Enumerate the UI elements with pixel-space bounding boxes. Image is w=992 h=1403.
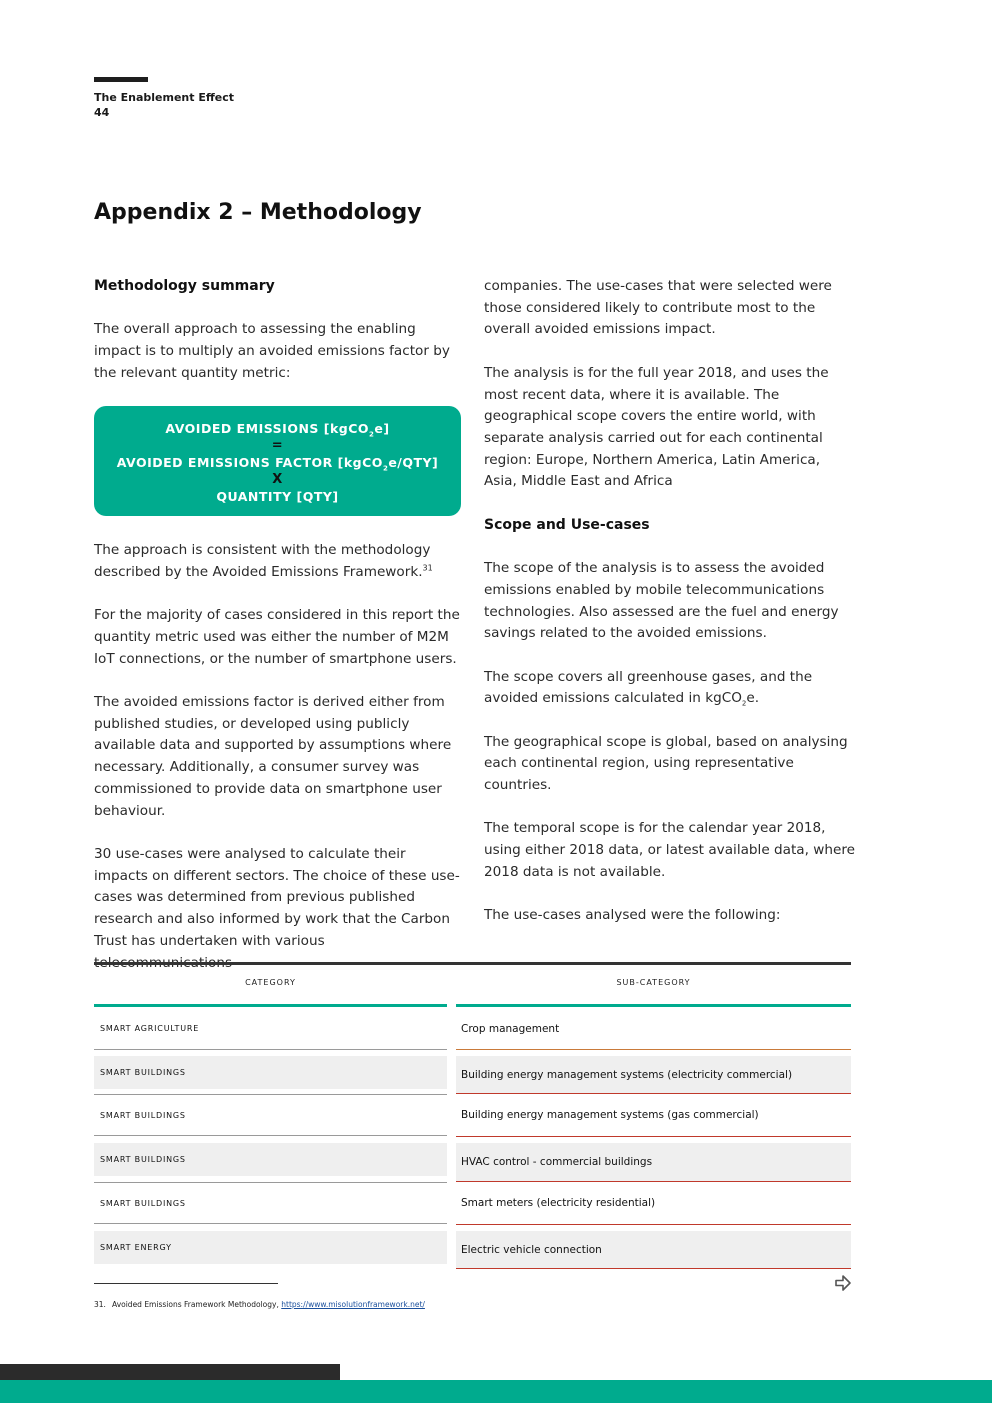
- table-row-category: SMART BUILDINGS: [94, 1056, 447, 1089]
- footnote-rule: [94, 1283, 278, 1284]
- page-title: Appendix 2 – Methodology: [94, 200, 422, 225]
- footer-accent-bar: [0, 1380, 992, 1403]
- page-number: 44: [94, 106, 110, 119]
- framework-paragraph: The approach is consistent with the methodology described by the Avoided Emissions Framework.$^{31}$: [94, 542, 433, 580]
- emissions-factor-paragraph: The avoided emissions factor is derived either from published studies, or developed using publicly available data and supported by assumptions where necessary. Additionally, a consumer survey was commissioned to provide data on smartphone user behaviour.: [94, 694, 452, 819]
- table-row-sub-category: Crop management: [456, 1008, 851, 1050]
- table-row-category: SMART AGRICULTURE: [94, 1008, 447, 1050]
- formula-line-1: AVOIDED EMISSIONS [kgCO$_2$e]: [165, 421, 390, 439]
- table-header-sub-category: SUB-CATEGORY: [616, 978, 691, 987]
- table-row-sub-category: Electric vehicle connection: [456, 1231, 851, 1269]
- table-row-sub-category: Building energy management systems (gas commercial): [456, 1094, 851, 1137]
- footnote-text: Avoided Emissions Framework Methodology,: [112, 1300, 279, 1309]
- use-cases-intro: The use-cases analysed were the following:: [484, 907, 781, 924]
- footnote-ref[interactable]: 31: [422, 563, 433, 573]
- footnote: [94, 1300, 425, 1309]
- table-row-sub-category: Building energy management systems (electricity commercial): [456, 1056, 851, 1094]
- scope-heading: Scope and Use-cases: [484, 516, 650, 533]
- use-cases-paragraph: 30 use-cases were analysed to calculate their impacts on different sectors. The choice of these use-cases was determined from previous published research and also informed by work that the Carbon Trust has undertaken with various: [94, 845, 460, 949]
- table-row-category: SMART BUILDINGS: [94, 1094, 447, 1136]
- table-row-sub-category: HVAC control - commercial buildings: [456, 1143, 851, 1182]
- header-rule: [94, 77, 148, 82]
- table-row-category: SMART BUILDINGS: [94, 1182, 447, 1224]
- intro-paragraph: The overall approach to assessing the enabling impact is to multiply an avoided emissions factor by the relevant quantity metric:: [94, 321, 450, 381]
- ghg-paragraph: The scope covers all greenhouse gases, and the avoided emissions calculated in kgCO$_2$e.: [484, 668, 813, 709]
- table-top-rule: [94, 962, 851, 965]
- methodology-summary-heading: Methodology summary: [94, 278, 275, 294]
- right-column: [484, 276, 856, 949]
- table-header-category: CATEGORY: [245, 978, 296, 987]
- formula-equals: =: [271, 438, 284, 454]
- companies-paragraph: companies. The use-cases that were selected were those considered likely to contribute most to the overall avoided emissions impact.: [484, 278, 832, 338]
- table-header-rule-right: [456, 1004, 851, 1007]
- formula-box: [94, 406, 461, 516]
- scope-paragraph: The scope of the analysis is to assess the avoided emissions enabled by mobile telecommunications technologies. Also assessed are the fuel and energy savings related to the avoided emissions.: [484, 560, 839, 642]
- arrow-right-icon[interactable]: [834, 1273, 852, 1293]
- quantity-metric-paragraph: For the majority of cases considered in this report the quantity metric used was either the number of M2M IoT connections, or the number of smartphone users.: [94, 607, 460, 667]
- temporal-paragraph: The temporal scope is for the calendar year 2018, using either 2018 data, or latest available data, where 2018 data is not available.: [484, 820, 856, 880]
- footnote-number: 31.: [94, 1300, 106, 1309]
- footnote-link[interactable]: https://www.misolutionframework.net/: [281, 1300, 425, 1309]
- analysis-year-paragraph: The analysis is for the full year 2018, and uses the most recent data, where it is available. The geographical scope covers the entire world, with separate analysis carried out for each continental region: Europe, Northern America, Latin America, Asia, Middle East and Africa: [484, 364, 829, 490]
- formula-multiply: X: [272, 472, 283, 488]
- formula-line-2: AVOIDED EMISSIONS FACTOR [kgCO$_2$e/QTY]: [116, 455, 439, 473]
- table-row-category: SMART BUILDINGS: [94, 1143, 447, 1176]
- table-row-category: SMART ENERGY: [94, 1231, 447, 1264]
- left-column: [94, 276, 462, 996]
- table-header-rule-left: [94, 1004, 447, 1007]
- geographical-paragraph: The geographical scope is global, based on analysing each continental region, using representative countries.: [484, 733, 848, 794]
- formula-line-3: QUANTITY [QTY]: [216, 489, 339, 505]
- table-row-sub-category: Smart meters (electricity residential): [456, 1182, 851, 1225]
- report-title: The Enablement Effect: [94, 91, 235, 104]
